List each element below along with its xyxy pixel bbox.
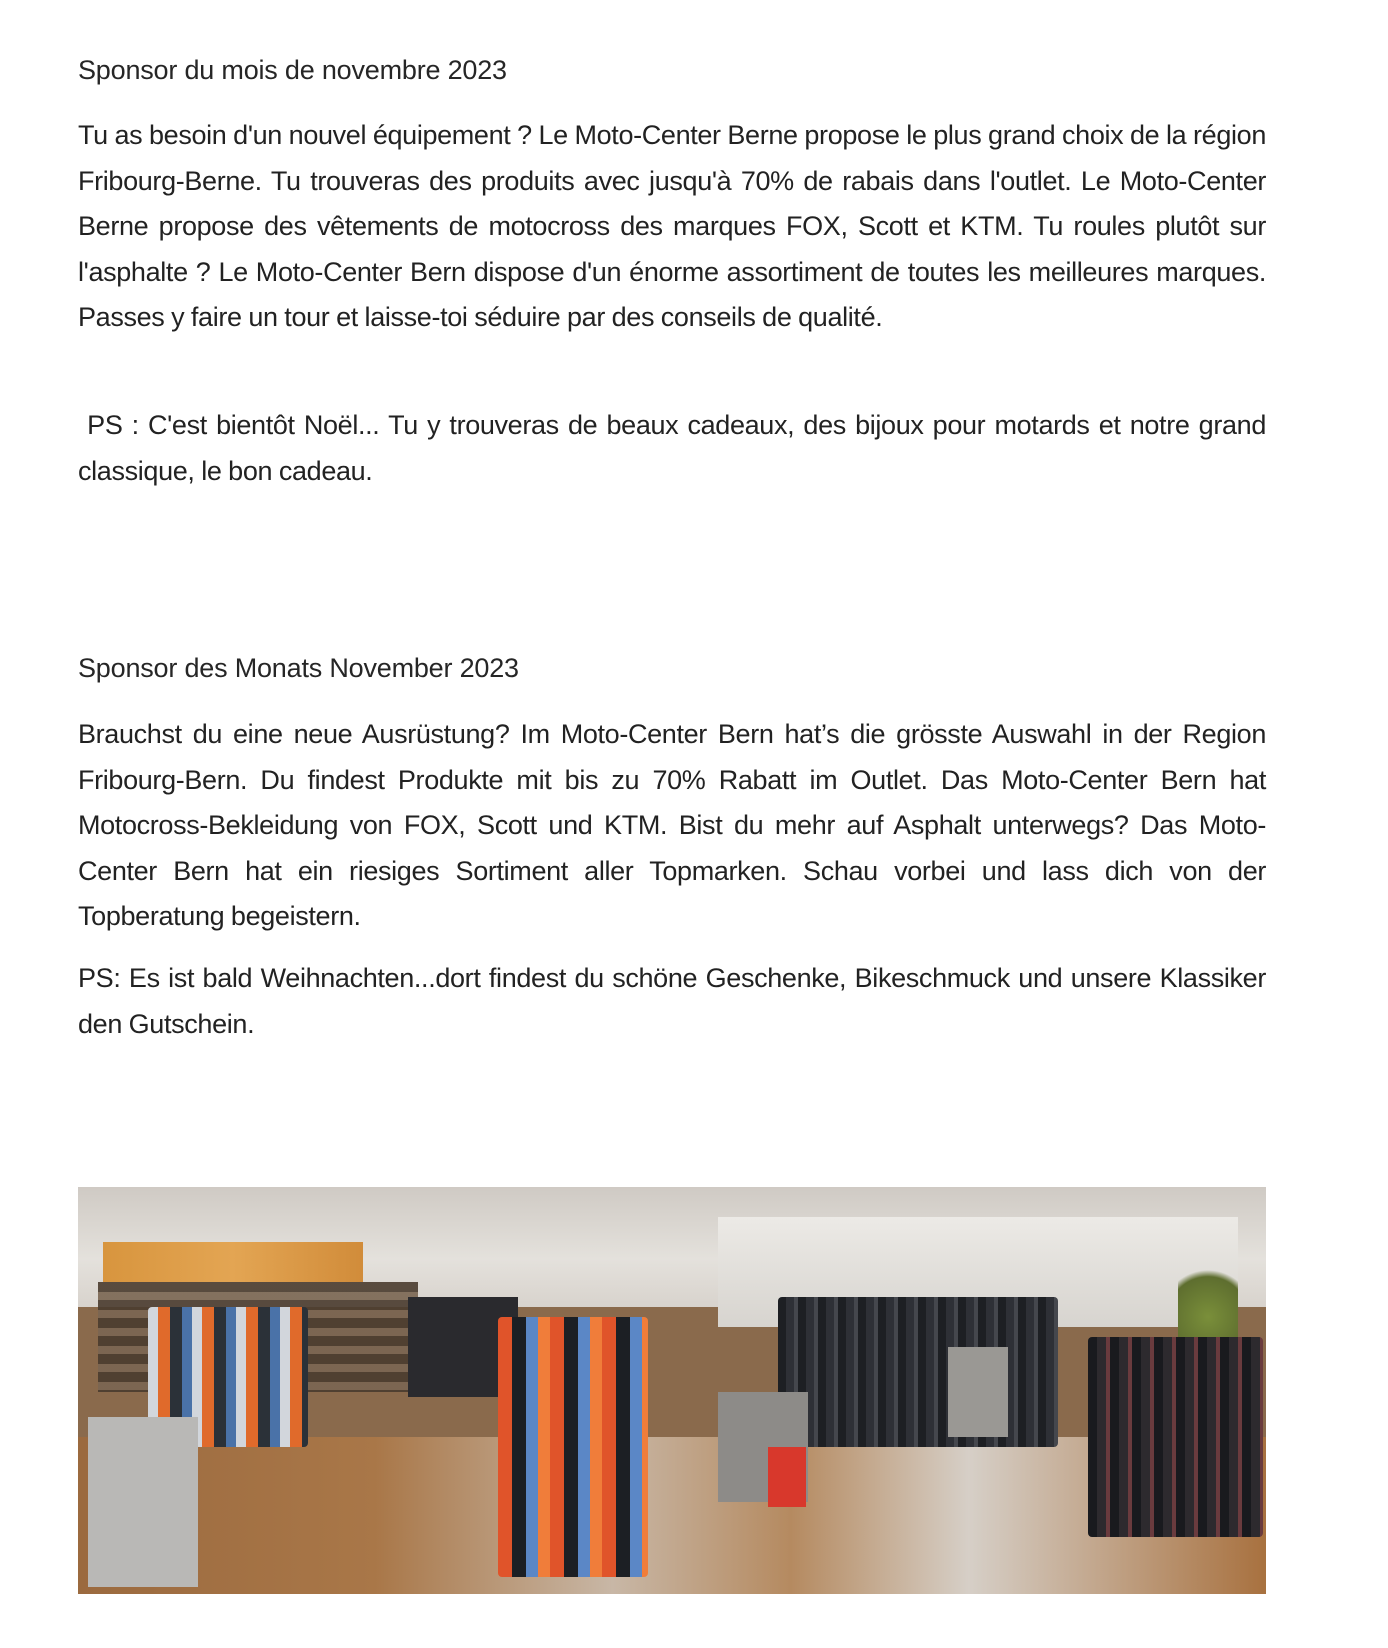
photo-clothing-rack bbox=[778, 1297, 1058, 1447]
french-heading: Sponsor du mois de novembre 2023 bbox=[78, 55, 507, 85]
german-body-paragraph: Brauchst du eine neue Ausrüstung? Im Moto-Center Bern hat’s die grösste Auswahl in der Region Fribourg-Bern. Du findest Produkte mit bis zu 70% Rabatt im Outlet. Das Moto-Center Bern hat Motocross-Bekleidung von FOX, Scott und KTM. Bist du mehr auf Asphalt unterwegs? Das Moto-Center Bern hat ein riesiges Sortiment aller Topmarken. Schau vorbei und lass dich von der Topberatung begeistern. bbox=[78, 719, 1266, 931]
french-ps-paragraph: PS : C'est bientôt Noël... Tu y trouveras de beaux cadeaux, des bijoux pour motards et notre grand classique, le bon cadeau. bbox=[78, 410, 1273, 486]
photo-motocross-jersey-rack bbox=[498, 1317, 648, 1577]
photo-red-sign bbox=[768, 1447, 806, 1507]
photo-clothing-rack bbox=[1088, 1337, 1263, 1537]
shop-interior-photo bbox=[78, 1187, 1266, 1594]
french-body-paragraph: Tu as besoin d'un nouvel équipement ? Le Moto-Center Berne propose le plus grand choix de la région Fribourg-Berne. Tu trouveras des produits avec jusqu'à 70% de rabais dans l'outlet. Le Moto-Center Berne propose des vêtements de motocross des marques FOX, Scott et KTM. Tu roules plutôt sur l'asphalte ? Le Moto-Center Bern dispose d'un énorme assortiment de toutes les meilleures marques. Passes y faire un tour et laisse-toi séduire par des conseils de qualité. bbox=[78, 120, 1266, 332]
photo-display-counter bbox=[88, 1417, 198, 1587]
photo-orange-wall bbox=[103, 1242, 363, 1282]
german-ps-paragraph: PS: Es ist bald Weihnachten...dort findest du schöne Geschenke, Bikeschmuck und unsere Klassiker den Gutschein. bbox=[78, 963, 1266, 1039]
photo-display-counter bbox=[948, 1347, 1008, 1437]
german-heading: Sponsor des Monats November 2023 bbox=[78, 653, 519, 683]
